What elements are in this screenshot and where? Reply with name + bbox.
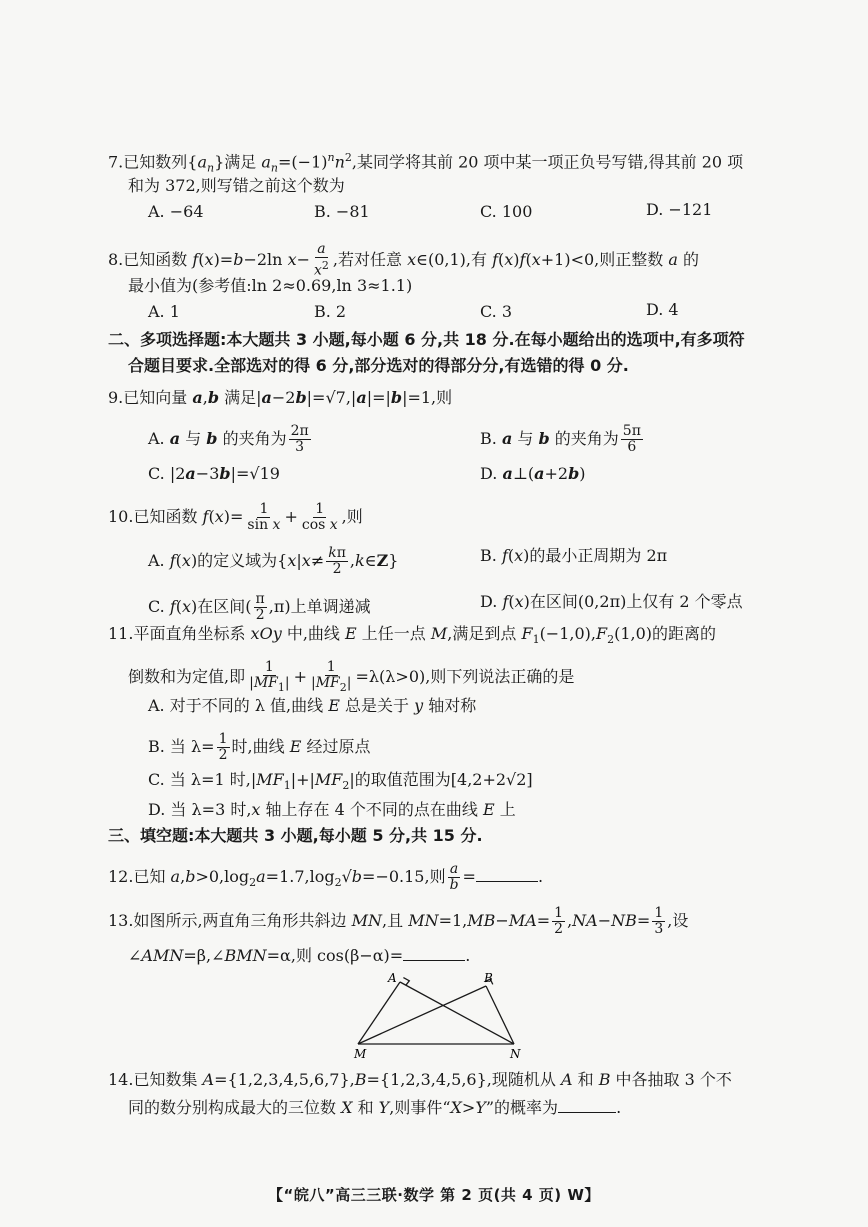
figure-label-m: M	[354, 1047, 367, 1061]
q7-option-a: A. −64	[148, 202, 204, 221]
q14-line1: 14.已知数集 A={1,2,3,4,5,6,7},B={1,2,3,4,5,6},现随机从 A 和 B 中各抽取 3 个不	[108, 1070, 732, 1089]
q10-stem: 10.已知函数 f(x)= $\frac{1}{\text{sin x}}$ + $\frac{1}{\text{cos x}}$ ,则	[108, 501, 363, 533]
q7-line2: 和为 372,则写错之前这个数为	[128, 176, 345, 195]
q8-line1: 8.已知函数 f(x)=b−2ln x− $\frac{a}{x^2}$ ,若对任意 x∈(0,1),有 f(x)f(x+1)<0,则正整数 a 的	[108, 241, 699, 279]
q9-option-b: B. a 与 b 的夹角为 $\frac{5\pi}{6}$	[480, 423, 641, 455]
q7-option-b: B. −81	[314, 202, 370, 221]
q9-stem: 9.已知向量 a,b 满足|a−2b|=√7,|a|=|b|=1,则	[108, 388, 453, 407]
section2-heading-line1: 二、多项选择题:本大题共 3 小题,每小题 6 分,共 18 分.在每小题给出的选项中,有多项符	[108, 330, 745, 349]
q11-option-c: C. 当 λ=1 时$,|MF_1|+|MF_2|$的取值范围为[4,2+2√2]	[148, 770, 533, 793]
q11-option-a: A. 对于不同的 λ 值,曲线 E 总是关于 y 轴对称	[148, 696, 477, 715]
q8-option-c: C. 3	[480, 302, 513, 321]
q7-option-c: C. 100	[480, 202, 533, 221]
figure-label-b: B	[484, 971, 493, 985]
q11-line1: 11.平面直角坐标系 xOy 中,曲线 E 上任一点 M,满足到点 $F_1(-1,0),F_2(1,0)$的距离的	[108, 624, 717, 647]
q14-line2: 同的数分别构成最大的三位数 X 和 Y,则事件“X>Y”的概率为 .	[128, 1098, 622, 1117]
q13-line1: 13.如图所示,两直角三角形共斜边 MN,且 MN=1,MB−MA= $\frac{1}{2}$ ,NA−NB= $\frac{1}{3}$ ,设	[108, 905, 689, 937]
q13-triangle-figure	[348, 970, 534, 1066]
q13-line2: ∠AMN=β,∠BMN=α,则 cos(β−α)= .	[128, 946, 471, 965]
q9-option-a: A. a 与 b 的夹角为 $\frac{2\pi}{3}$	[148, 423, 309, 455]
figure-label-a: A	[388, 971, 397, 985]
q8-option-d: D. 4	[646, 300, 679, 319]
section3-heading: 三、填空题:本大题共 3 小题,每小题 5 分,共 15 分.	[108, 826, 483, 845]
section2-heading-line2: 合题目要求.全部选对的得 6 分,部分选对的得部分分,有选错的得 0 分.	[128, 356, 629, 375]
q11-line2: 倒数和为定值,即 $\frac{1}{|MF_1|}$ + $\frac{1}{|MF_2|}$ =λ(λ>0),则下列说法正确的是	[128, 659, 575, 694]
q10-option-b: B. f(x)的最小正周期为 2π	[480, 546, 668, 565]
q7-option-d: D. −121	[646, 200, 713, 219]
q11-option-b: B. 当 λ= $\frac{1}{2}$ 时,曲线 E 经过原点	[148, 731, 371, 763]
q8-option-b: B. 2	[314, 302, 347, 321]
q11-option-d: D. 当 λ=3 时,x 轴上存在 4 个不同的点在曲线 E 上	[148, 800, 516, 819]
page-footer: 【“皖八”高三三联·数学 第 2 页(共 4 页) W】	[268, 1186, 600, 1204]
q8-option-a: A. 1	[148, 302, 180, 321]
q9-option-d: D. a⊥(a+2b)	[480, 464, 586, 483]
figure-label-n: N	[510, 1047, 521, 1061]
q10-option-d: D. f(x)在区间(0,2π)上仅有 2 个零点	[480, 592, 743, 611]
q7-line1: 7.已知数列$\{a_n\}$满足 $a_n=(-1)^nn^2$,某同学将其前 20 项中某一项正负号写错,得其前 20 项	[108, 151, 744, 175]
q12: 12.已知 $a,b>0,\log_2a=1.7,\log_2√b=-0.15$,则 $\frac{a}{b}$ = .	[108, 861, 544, 893]
q10-option-a: A. f(x)的定义域为{x|x≠ $\frac{k\pi}{2}$ ,k∈Z}	[148, 545, 399, 577]
q8-line2: 最小值为(参考值:ln 2≈0.69,ln 3≈1.1)	[128, 276, 413, 295]
q9-option-c: C. |2a−3b|=√19	[148, 464, 280, 483]
q10-option-c: C. f(x)在区间( $\frac{\pi}{2}$ ,π)上单调递减	[148, 591, 371, 623]
